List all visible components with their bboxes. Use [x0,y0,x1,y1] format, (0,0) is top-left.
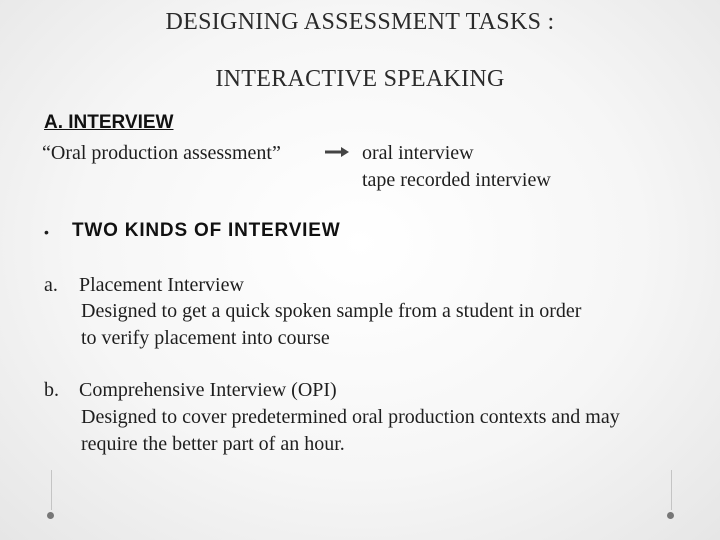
list-item-placement [44,274,244,297]
list-item-comprehensive [44,379,337,402]
list-marker: b. [44,379,59,401]
arrow-right-icon [325,145,349,159]
list-item-title: Comprehensive Interview (OPI) [79,379,337,401]
list-item-description [81,404,620,458]
description-line: require the better part of an hour. [81,433,345,455]
decorative-line-right [671,470,672,510]
description-line: Designed to cover predetermined oral production contexts and may [81,406,620,428]
decorative-dot-left [47,512,54,519]
slide-title-line-2: INTERACTIVE SPEAKING [215,66,505,92]
section-heading: A. INTERVIEW [44,112,174,133]
interview-type-oral: oral interview [362,142,474,164]
list-marker: a. [44,274,58,296]
list-item-title: Placement Interview [79,274,244,296]
quote-text: “Oral production assessment” [42,142,281,164]
slide-title-line-1: DESIGNING ASSESSMENT TASKS : [165,9,555,35]
bullet-symbol: • [44,224,49,240]
description-line: to verify placement into course [81,327,330,349]
list-item-description [81,298,581,352]
interview-type-tape: tape recorded interview [362,169,551,191]
decorative-dot-right [667,512,674,519]
decorative-line-left [51,470,52,510]
description-line: Designed to get a quick spoken sample from a student in order [81,300,582,322]
bullet-heading: TWO KINDS OF INTERVIEW [72,220,341,241]
